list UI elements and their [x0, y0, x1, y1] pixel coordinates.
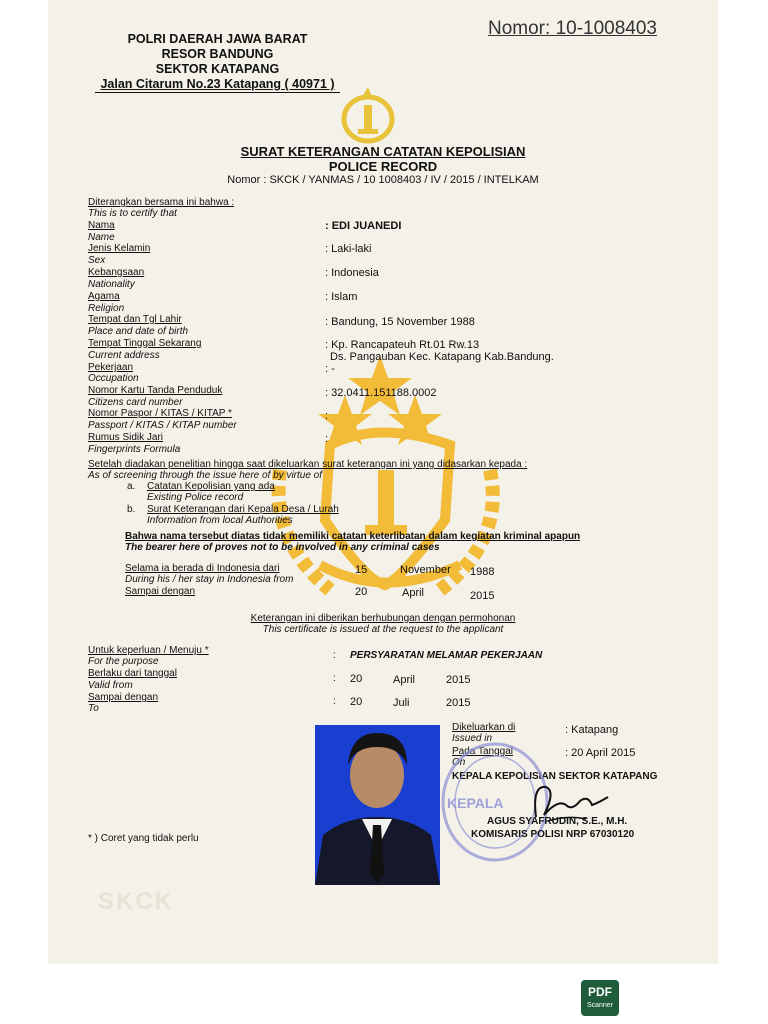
skck-watermark: SKCK [98, 888, 175, 915]
field-label-id-card: Nomor Kartu Tanda Penduduk [88, 385, 223, 396]
org-line-2: RESOR BANDUNG [161, 47, 274, 61]
statement-id: Bahwa nama tersebut diatas tidak memiliki catatan keterlibatan dalam kegiatan kriminal apapun [125, 531, 581, 542]
valid-to-year: 2015 [446, 697, 471, 709]
issued-in-label: Dikeluarkan di [452, 722, 516, 733]
request-en: This certificate is issued at the request to the applicant [262, 624, 504, 635]
stay-from-day: 15 [355, 564, 368, 576]
badge-line-2: Scanner [586, 1002, 614, 1009]
field-value-religion: : Islam [325, 291, 358, 303]
field-label-en-birth: Place and date of birth [88, 326, 189, 337]
field-value-name: : EDI JUANEDI [325, 220, 402, 232]
field-label-en-sex: Sex [88, 255, 106, 266]
pdf-scanner-badge [581, 980, 619, 1016]
valid-to-label-en: To [88, 703, 99, 714]
applicant-portrait [315, 725, 440, 885]
field-value-occupation: : - [325, 363, 335, 375]
stamp-text: KEPALA [447, 795, 504, 811]
purpose-colon: : [333, 650, 336, 661]
valid-from-year: 2015 [446, 674, 471, 686]
statement-en: The bearer here of proves not to be involved in any criminal cases [125, 542, 440, 553]
screening-id: Setelah diadakan penelitian hingga saat dikeluarkan surat keterangan ini yang didasarkan kepada : [88, 459, 528, 470]
field-value-id-card: : 32.0411.151188.0002 [325, 387, 437, 399]
handwritten-number: Nomor: 10-1008403 [488, 18, 657, 39]
stay-en: During his / her stay in Indonesia from [125, 574, 294, 585]
field-label-nama: Nama [88, 220, 115, 231]
field-label-en-passport: Passport / KITAS / KITAP number [88, 420, 237, 431]
applicant-photo [315, 725, 440, 885]
issued-in-value: : Katapang [565, 724, 619, 736]
gold-seal [340, 85, 396, 145]
purpose-label: Untuk keperluan / Menuju * [88, 645, 209, 656]
field-label-sex: Jenis Kelamin [88, 243, 151, 254]
field-label-nationality: Kebangsaan [88, 267, 145, 278]
field-label-address: Tempat Tinggal Sekarang [88, 338, 202, 349]
intro-en: This is to certify that [88, 208, 177, 219]
emblem-torch [378, 470, 394, 525]
stay-from-year: 1988 [470, 566, 495, 578]
field-label-en-religion: Religion [88, 303, 125, 314]
stay-until-label: Sampai dengan [125, 586, 196, 597]
intro-id: Diterangkan bersama ini bahwa : [88, 197, 235, 208]
screening-b-marker: b. [127, 504, 136, 515]
stay-to-month: April [402, 587, 425, 599]
valid-from-label-en: Valid from [88, 680, 133, 691]
field-label-fingerprint: Rumus Sidik Jari [88, 432, 164, 443]
field-label-en-fingerprint: Fingerprints Formula [88, 444, 181, 455]
org-line-1: POLRI DAERAH JAWA BARAT [127, 32, 308, 46]
field-label-en-name: Name [88, 232, 115, 243]
org-line-3: SEKTOR KATAPANG [155, 62, 280, 76]
issuing-office: KEPALA KEPOLISIAN SEKTOR KATAPANG [452, 771, 658, 782]
screening-a-id: Catatan Kepolisian yang ada [147, 481, 275, 492]
valid-from-colon: : [333, 673, 336, 684]
field-label-en-occupation: Occupation [88, 373, 139, 384]
valid-to-colon: : [333, 696, 336, 707]
officer-name: AGUS SYAFRUDIN, S.E., M.H. [487, 816, 628, 827]
field-label-en-nationality: Nationality [88, 279, 135, 290]
field-label-en-address: Current address [88, 350, 160, 361]
field-value-address-line2: Ds. Pangauban Kec. Katapang Kab.Bandung. [330, 351, 554, 363]
footnote: * ) Coret yang tidak perlu [88, 833, 199, 844]
screening-b-en: Information from local Authorities [147, 515, 293, 526]
purpose-value: PERSYARATAN MELAMAR PEKERJAAN [350, 650, 543, 661]
screening-a-en: Existing Police record [147, 492, 244, 503]
field-value-birth: : Bandung, 15 November 1988 [325, 316, 475, 328]
stay-from-month: November [400, 564, 451, 576]
screening-a-marker: a. [127, 481, 136, 492]
badge-line-1: PDF [588, 985, 612, 999]
issued-on-label: Pada Tanggal [452, 746, 513, 757]
field-value-address: : Kp. Rancapateuh Rt.01 Rw.13 [325, 339, 480, 351]
issued-on-value: : 20 April 2015 [565, 747, 636, 759]
field-label-birth: Tempat dan Tgl Lahir [88, 314, 182, 325]
document-title: SURAT KETERANGAN CATATAN KEPOLISIAN [240, 144, 526, 159]
stay-to-day: 20 [355, 586, 368, 598]
field-value-nationality: : Indonesia [325, 267, 379, 279]
emblem-star [348, 355, 412, 415]
screening-b-id: Surat Keterangan dari Kepala Desa / Lurah [147, 504, 339, 515]
field-value-sex: : Laki-laki [325, 243, 372, 255]
request-id: Keterangan ini diberikan berhubungan dengan permohonan [250, 613, 516, 624]
org-address: Jalan Citarum No.23 Katapang ( 40971 ) [95, 77, 340, 93]
valid-to-label: Sampai dengan [88, 692, 159, 703]
issued-in-label-en: Issued in [452, 733, 493, 744]
field-value-passport: : [325, 410, 329, 422]
valid-to-day: 20 [350, 696, 363, 708]
field-value-fingerprint: : [325, 433, 329, 445]
valid-to-month: Juli [393, 697, 410, 709]
document-number: Nomor : SKCK / YANMAS / 10 1008403 / IV / 2015 / INTELKAM [227, 174, 539, 186]
field-label-occupation: Pekerjaan [88, 362, 134, 373]
document-subtitle: POLICE RECORD [328, 159, 438, 174]
stay-id: Selama ia berada di Indonesia dari [125, 563, 280, 574]
valid-from-day: 20 [350, 673, 363, 685]
purpose-label-en: For the purpose [88, 656, 159, 667]
valid-from-label: Berlaku dari tanggal [88, 668, 177, 679]
screening-en: As of screening through the issue here of by virtue of [88, 470, 323, 481]
officer-rank: KOMISARIS POLISI NRP 67030120 [471, 829, 635, 840]
stay-to-year: 2015 [470, 590, 495, 602]
field-label-passport: Nomor Paspor / KITAS / KITAP * [88, 408, 232, 419]
field-label-religion: Agama [88, 291, 120, 302]
issued-on-label-en: On [452, 757, 466, 768]
valid-from-month: April [393, 674, 416, 686]
field-label-en-id-card: Citizens card number [88, 397, 183, 408]
